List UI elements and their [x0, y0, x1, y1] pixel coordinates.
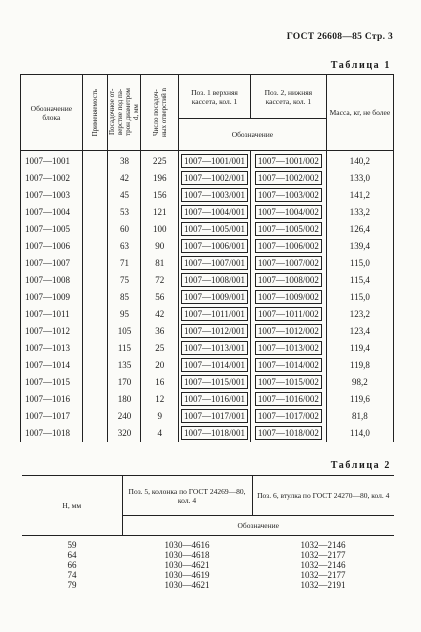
cell-lower-cassette-wrap [250, 357, 326, 374]
cell-column: 1030—4619 [164, 570, 210, 580]
cell-hole-count: 81 [155, 258, 165, 268]
cell-applicability [82, 289, 108, 306]
cell-seat-diameter-wrap [108, 306, 141, 323]
cell-applicability [82, 374, 108, 391]
cell-lower-cassette: 1007—1005/002 [255, 222, 322, 236]
cell-upper-cassette-wrap [179, 255, 251, 272]
cell-applicability [82, 187, 108, 204]
cell-hole-count: 56 [155, 292, 165, 302]
cell-seat-diameter: 63 [119, 241, 129, 251]
cell-mass-wrap [326, 272, 393, 289]
cell-seat-diameter-wrap [108, 170, 141, 187]
cell-mass: 140,2 [349, 156, 371, 166]
count-line-1: Число посадоч- [151, 89, 160, 136]
cell-applicability [82, 221, 108, 238]
cell-upper-cassette-wrap [179, 357, 251, 374]
cell-mass-wrap [326, 323, 393, 340]
cell-upper-cassette-wrap [179, 323, 251, 340]
cell-upper-cassette: 1007—1009/001 [181, 290, 248, 304]
header-pos1: Поз. 1 верхняя кассета, кол. 1 [179, 75, 251, 119]
cell-column: 1030—4616 [164, 540, 210, 550]
cell-lower-cassette: 1007—1017/002 [255, 409, 322, 423]
cell-mass: 114,0 [349, 428, 370, 438]
cell-upper-cassette-wrap [179, 289, 251, 306]
cell-hole-count-wrap [141, 151, 179, 171]
cell-block: 1007—1012 [25, 326, 70, 336]
cell-hole-count-wrap [141, 408, 179, 425]
cell-upper-cassette: 1007—1005/001 [181, 222, 248, 236]
cell-upper-cassette: 1007—1016/001 [181, 392, 248, 406]
cell-lower-cassette: 1007—1002/002 [255, 171, 322, 185]
table-1-row [21, 272, 394, 289]
cell-seat-diameter: 170 [117, 377, 132, 387]
cell-applicability [82, 238, 108, 255]
cell-upper-cassette: 1007—1018/001 [181, 426, 248, 440]
cell-upper-cassette: 1007—1014/001 [181, 358, 248, 372]
cell-block: 1007—1015 [25, 377, 70, 387]
table-1-row [21, 391, 394, 408]
cell-applicability [82, 425, 108, 442]
cell-block-wrap [21, 187, 83, 204]
cell-lower-cassette: 1007—1008/002 [255, 273, 322, 287]
cell-column: 1030—4621 [164, 560, 210, 570]
cell-mass-wrap [326, 289, 393, 306]
cell-hole-count: 9 [157, 411, 162, 421]
cell-lower-cassette-wrap [250, 255, 326, 272]
header-seat-diameter [108, 75, 141, 151]
cell-seat-diameter-wrap [108, 408, 141, 425]
cell-applicability [82, 340, 108, 357]
cell-mass: 115,0 [349, 258, 370, 268]
cell-block-wrap [21, 408, 83, 425]
header-block: Обозначение блока [21, 75, 83, 151]
cell-hole-count-wrap [141, 425, 179, 442]
cell-lower-cassette: 1007—1011/002 [255, 307, 322, 321]
cell-block-wrap [21, 374, 83, 391]
cell-hole-count: 121 [152, 207, 167, 217]
table-1-row [21, 221, 394, 238]
cell-mass-wrap [326, 306, 393, 323]
cell-lower-cassette-wrap [250, 323, 326, 340]
cell-upper-cassette-wrap [179, 272, 251, 289]
cell-upper-cassette-wrap [179, 204, 251, 221]
cell-lower-cassette-wrap [250, 151, 326, 171]
table-1-row [21, 204, 394, 221]
table-2-row [22, 550, 394, 560]
cell-seat-diameter-wrap [108, 187, 141, 204]
cell-mass-wrap [326, 425, 393, 442]
cell-upper-cassette-wrap [179, 374, 251, 391]
cell-upper-cassette: 1007—1001/001 [181, 154, 248, 168]
cell-mass: 139,4 [349, 241, 371, 251]
table-1-row [21, 374, 394, 391]
cell-seat-diameter-wrap [108, 357, 141, 374]
cell-seat-diameter-wrap [108, 204, 141, 221]
cell-upper-cassette: 1007—1003/001 [181, 188, 248, 202]
cell-hole-count: 4 [157, 428, 162, 438]
table-1-row [21, 306, 394, 323]
cell-upper-cassette: 1007—1002/001 [181, 171, 248, 185]
cell-mass-wrap [326, 374, 393, 391]
header-hole-count [141, 75, 179, 151]
cell-upper-cassette: 1007—1012/001 [181, 324, 248, 338]
cell-applicability [82, 391, 108, 408]
cell-upper-cassette-wrap [179, 151, 251, 171]
cell-seat-diameter: 75 [119, 275, 129, 285]
table-2 [22, 475, 394, 590]
cell-block: 1007—1007 [25, 258, 70, 268]
cell-bushing: 1032—2177 [300, 570, 346, 580]
cell-mass: 123,2 [349, 309, 371, 319]
cell-upper-cassette: 1007—1017/001 [181, 409, 248, 423]
cell-mass-wrap [326, 340, 393, 357]
table-1 [20, 74, 394, 442]
cell-seat-diameter: 60 [119, 224, 129, 234]
cell-applicability [82, 357, 108, 374]
cell-hole-count-wrap [141, 357, 179, 374]
cell-hole-count-wrap [141, 306, 179, 323]
cell-lower-cassette-wrap [250, 425, 326, 442]
cell-seat-diameter-wrap [108, 255, 141, 272]
cell-lower-cassette: 1007—1001/002 [255, 154, 322, 168]
cell-lower-cassette: 1007—1012/002 [255, 324, 322, 338]
cell-seat-diameter: 71 [119, 258, 129, 268]
cell-upper-cassette: 1007—1008/001 [181, 273, 248, 287]
cell-block: 1007—1004 [25, 207, 70, 217]
cell-seat-diameter: 53 [119, 207, 129, 217]
cell-seat-diameter-wrap [108, 221, 141, 238]
cell-seat-diameter-wrap [108, 323, 141, 340]
cell-lower-cassette: 1007—1007/002 [255, 256, 322, 270]
cell-hole-count-wrap [141, 391, 179, 408]
cell-lower-cassette: 1007—1004/002 [255, 205, 322, 219]
cell-block-wrap [21, 357, 83, 374]
cell-lower-cassette: 1007—1018/002 [255, 426, 322, 440]
cell-lower-cassette-wrap [250, 170, 326, 187]
cell-upper-cassette-wrap [179, 391, 251, 408]
cell-hole-count-wrap [141, 374, 179, 391]
cell-lower-cassette-wrap [250, 187, 326, 204]
cell-mass: 119,4 [349, 343, 370, 353]
cell-lower-cassette-wrap [250, 408, 326, 425]
cell-mass: 115,0 [349, 292, 370, 302]
cell-mass-wrap [326, 170, 393, 187]
table-2-row [22, 580, 394, 590]
cell-upper-cassette-wrap [179, 187, 251, 204]
cell-mass: 98,2 [352, 377, 368, 387]
cell-mass-wrap [326, 255, 393, 272]
table-2-caption: Таблица 2 [330, 460, 391, 471]
cell-seat-diameter: 240 [117, 411, 132, 421]
cell-hole-count-wrap [141, 170, 179, 187]
cell-seat-diameter: 180 [117, 394, 132, 404]
cell-hole-count-wrap [141, 204, 179, 221]
cell-upper-cassette-wrap [179, 170, 251, 187]
cell-mass: 119,8 [349, 360, 370, 370]
table-1-row [21, 425, 394, 442]
cell-lower-cassette-wrap [250, 391, 326, 408]
header-seat-diameter-text [108, 88, 140, 136]
cell-hole-count: 90 [155, 241, 165, 251]
cell-applicability [82, 306, 108, 323]
seat-line-2: верстие под па- [116, 89, 125, 136]
cell-block-wrap [21, 306, 83, 323]
cell-lower-cassette-wrap [250, 340, 326, 357]
cell-lower-cassette-wrap [250, 272, 326, 289]
cell-hole-count-wrap [141, 340, 179, 357]
cell-lower-cassette: 1007—1014/002 [255, 358, 322, 372]
cell-block: 1007—1018 [25, 428, 70, 438]
cell-lower-cassette-wrap [250, 204, 326, 221]
cell-block: 1007—1006 [25, 241, 70, 251]
cell-block-wrap [21, 170, 83, 187]
cell-block: 1007—1016 [25, 394, 70, 404]
cell-block: 1007—1008 [25, 275, 70, 285]
cell-seat-diameter-wrap [108, 374, 141, 391]
cell-h: 64 [67, 550, 77, 560]
cell-mass-wrap [326, 238, 393, 255]
cell-lower-cassette: 1007—1009/002 [255, 290, 322, 304]
cell-mass: 123,4 [349, 326, 371, 336]
cell-hole-count: 72 [155, 275, 165, 285]
cell-upper-cassette: 1007—1006/001 [181, 239, 248, 253]
cell-hole-count: 36 [155, 326, 165, 336]
cell-block-wrap [21, 425, 83, 442]
table-1-row [21, 170, 394, 187]
cell-upper-cassette-wrap [179, 340, 251, 357]
cell-applicability [82, 151, 108, 171]
table-1-row [21, 187, 394, 204]
cell-seat-diameter: 45 [119, 190, 129, 200]
cell-seat-diameter-wrap [108, 272, 141, 289]
cell-seat-diameter: 115 [117, 343, 132, 353]
cell-mass: 126,4 [349, 224, 371, 234]
header-pos6: Поз. 6, втулка по ГОСТ 24270—80, кол. 4 [252, 476, 394, 516]
header-pos2: Поз. 2, нижняя кассета, кол. 1 [250, 75, 326, 119]
cell-hole-count-wrap [141, 238, 179, 255]
cell-mass: 115,4 [349, 275, 370, 285]
cell-mass-wrap [326, 151, 393, 171]
cell-seat-diameter: 105 [117, 326, 132, 336]
cell-h: 66 [67, 560, 77, 570]
cell-seat-diameter-wrap [108, 238, 141, 255]
cell-applicability [82, 272, 108, 289]
cell-hole-count: 12 [155, 394, 165, 404]
cell-block-wrap [21, 238, 83, 255]
cell-upper-cassette: 1007—1015/001 [181, 375, 248, 389]
cell-hole-count-wrap [141, 221, 179, 238]
cell-block-wrap [21, 391, 83, 408]
cell-upper-cassette: 1007—1013/001 [181, 341, 248, 355]
cell-block: 1007—1011 [25, 309, 70, 319]
cell-block-wrap [21, 221, 83, 238]
cell-seat-diameter: 135 [117, 360, 132, 370]
cell-mass-wrap [326, 391, 393, 408]
cell-hole-count: 42 [155, 309, 165, 319]
cell-lower-cassette: 1007—1013/002 [255, 341, 322, 355]
cell-block: 1007—1009 [25, 292, 70, 302]
cell-hole-count: 225 [152, 156, 167, 166]
cell-block-wrap [21, 151, 83, 171]
cell-upper-cassette-wrap [179, 238, 251, 255]
cell-upper-cassette: 1007—1004/001 [181, 205, 248, 219]
cell-lower-cassette: 1007—1016/002 [255, 392, 322, 406]
cell-hole-count: 20 [155, 360, 165, 370]
cell-block: 1007—1014 [25, 360, 70, 370]
cell-upper-cassette-wrap [179, 221, 251, 238]
cell-bushing: 1032—2191 [300, 580, 346, 590]
cell-mass: 133,0 [349, 173, 371, 183]
cell-seat-diameter: 85 [119, 292, 129, 302]
cell-hole-count: 16 [155, 377, 165, 387]
cell-seat-diameter-wrap [108, 289, 141, 306]
cell-block: 1007—1003 [25, 190, 70, 200]
cell-mass: 119,6 [349, 394, 370, 404]
cell-seat-diameter: 38 [119, 156, 129, 166]
cell-seat-diameter-wrap [108, 425, 141, 442]
cell-seat-diameter-wrap [108, 151, 141, 171]
cell-h: 79 [67, 580, 77, 590]
cell-h: 59 [67, 540, 77, 550]
cell-upper-cassette: 1007—1011/001 [181, 307, 248, 321]
cell-hole-count: 100 [152, 224, 167, 234]
table-2-row [22, 536, 394, 551]
cell-applicability [82, 255, 108, 272]
table-2-row [22, 570, 394, 580]
seat-line-1: Посадочное от- [108, 89, 117, 136]
table-1-row [21, 340, 394, 357]
header-applicability [82, 75, 108, 151]
cell-applicability [82, 170, 108, 187]
cell-lower-cassette: 1007—1015/002 [255, 375, 322, 389]
cell-lower-cassette-wrap [250, 289, 326, 306]
header-h: H, мм [22, 476, 122, 536]
cell-hole-count-wrap [141, 187, 179, 204]
cell-mass: 81,8 [352, 411, 368, 421]
page-header: ГОСТ 26608—85 Стр. 3 [286, 32, 393, 42]
cell-applicability [82, 408, 108, 425]
cell-seat-diameter: 95 [119, 309, 129, 319]
cell-block: 1007—1001 [25, 156, 70, 166]
cell-lower-cassette-wrap [250, 221, 326, 238]
cell-lower-cassette: 1007—1006/002 [255, 239, 322, 253]
cell-column: 1030—4621 [164, 580, 210, 590]
header-mass: Масса, кг, не более [326, 75, 393, 151]
cell-hole-count-wrap [141, 255, 179, 272]
cell-hole-count: 25 [155, 343, 165, 353]
table-1-row [21, 408, 394, 425]
cell-hole-count: 196 [152, 173, 167, 183]
cell-mass-wrap [326, 408, 393, 425]
cell-block: 1007—1005 [25, 224, 70, 234]
cell-block: 1007—1013 [25, 343, 70, 353]
cell-seat-diameter-wrap [108, 340, 141, 357]
cell-hole-count: 156 [152, 190, 167, 200]
cell-mass-wrap [326, 204, 393, 221]
header-pos5: Поз. 5, колонка по ГОСТ 24269—80, кол. 4 [122, 476, 252, 516]
cell-seat-diameter-wrap [108, 391, 141, 408]
cell-block-wrap [21, 272, 83, 289]
table-1-row [21, 289, 394, 306]
cell-applicability [82, 323, 108, 340]
table-1-row [21, 357, 394, 374]
cell-upper-cassette-wrap [179, 408, 251, 425]
header-designation: Обозначение [179, 119, 327, 151]
table-1-row [21, 238, 394, 255]
cell-lower-cassette-wrap [250, 306, 326, 323]
cell-mass-wrap [326, 221, 393, 238]
cell-block: 1007—1017 [25, 411, 70, 421]
cell-block-wrap [21, 289, 83, 306]
cell-lower-cassette: 1007—1003/002 [255, 188, 322, 202]
count-line-2: ных отверстий n [159, 88, 168, 137]
cell-upper-cassette-wrap [179, 425, 251, 442]
table-1-caption: Таблица 1 [330, 60, 391, 71]
cell-seat-diameter: 42 [119, 173, 129, 183]
header-applicability-text: Применяемость [91, 88, 100, 137]
cell-block: 1007—1002 [25, 173, 70, 183]
header-designation-2: Обозначение [122, 516, 394, 536]
table-2-row [22, 560, 394, 570]
cell-h: 74 [67, 570, 77, 580]
cell-upper-cassette-wrap [179, 306, 251, 323]
seat-line-4: d, мм [132, 104, 141, 121]
cell-block-wrap [21, 340, 83, 357]
table-1-row [21, 255, 394, 272]
cell-mass-wrap [326, 357, 393, 374]
cell-column: 1030—4618 [164, 550, 210, 560]
cell-seat-diameter: 320 [117, 428, 132, 438]
cell-bushing: 1032—2146 [300, 540, 346, 550]
table-1-row [21, 323, 394, 340]
cell-hole-count-wrap [141, 323, 179, 340]
cell-block-wrap [21, 323, 83, 340]
cell-lower-cassette-wrap [250, 238, 326, 255]
cell-hole-count-wrap [141, 289, 179, 306]
cell-applicability [82, 204, 108, 221]
cell-upper-cassette: 1007—1007/001 [181, 256, 248, 270]
cell-block-wrap [21, 255, 83, 272]
header-hole-count-text [152, 88, 168, 137]
cell-mass-wrap [326, 187, 393, 204]
seat-line-3: трон диаметром [124, 88, 133, 137]
table-1-row [21, 151, 394, 171]
cell-hole-count-wrap [141, 272, 179, 289]
cell-mass: 133,2 [349, 207, 371, 217]
cell-block-wrap [21, 204, 83, 221]
cell-lower-cassette-wrap [250, 374, 326, 391]
cell-bushing: 1032—2177 [300, 550, 346, 560]
cell-mass: 141,2 [349, 190, 371, 200]
cell-bushing: 1032—2146 [300, 560, 346, 570]
